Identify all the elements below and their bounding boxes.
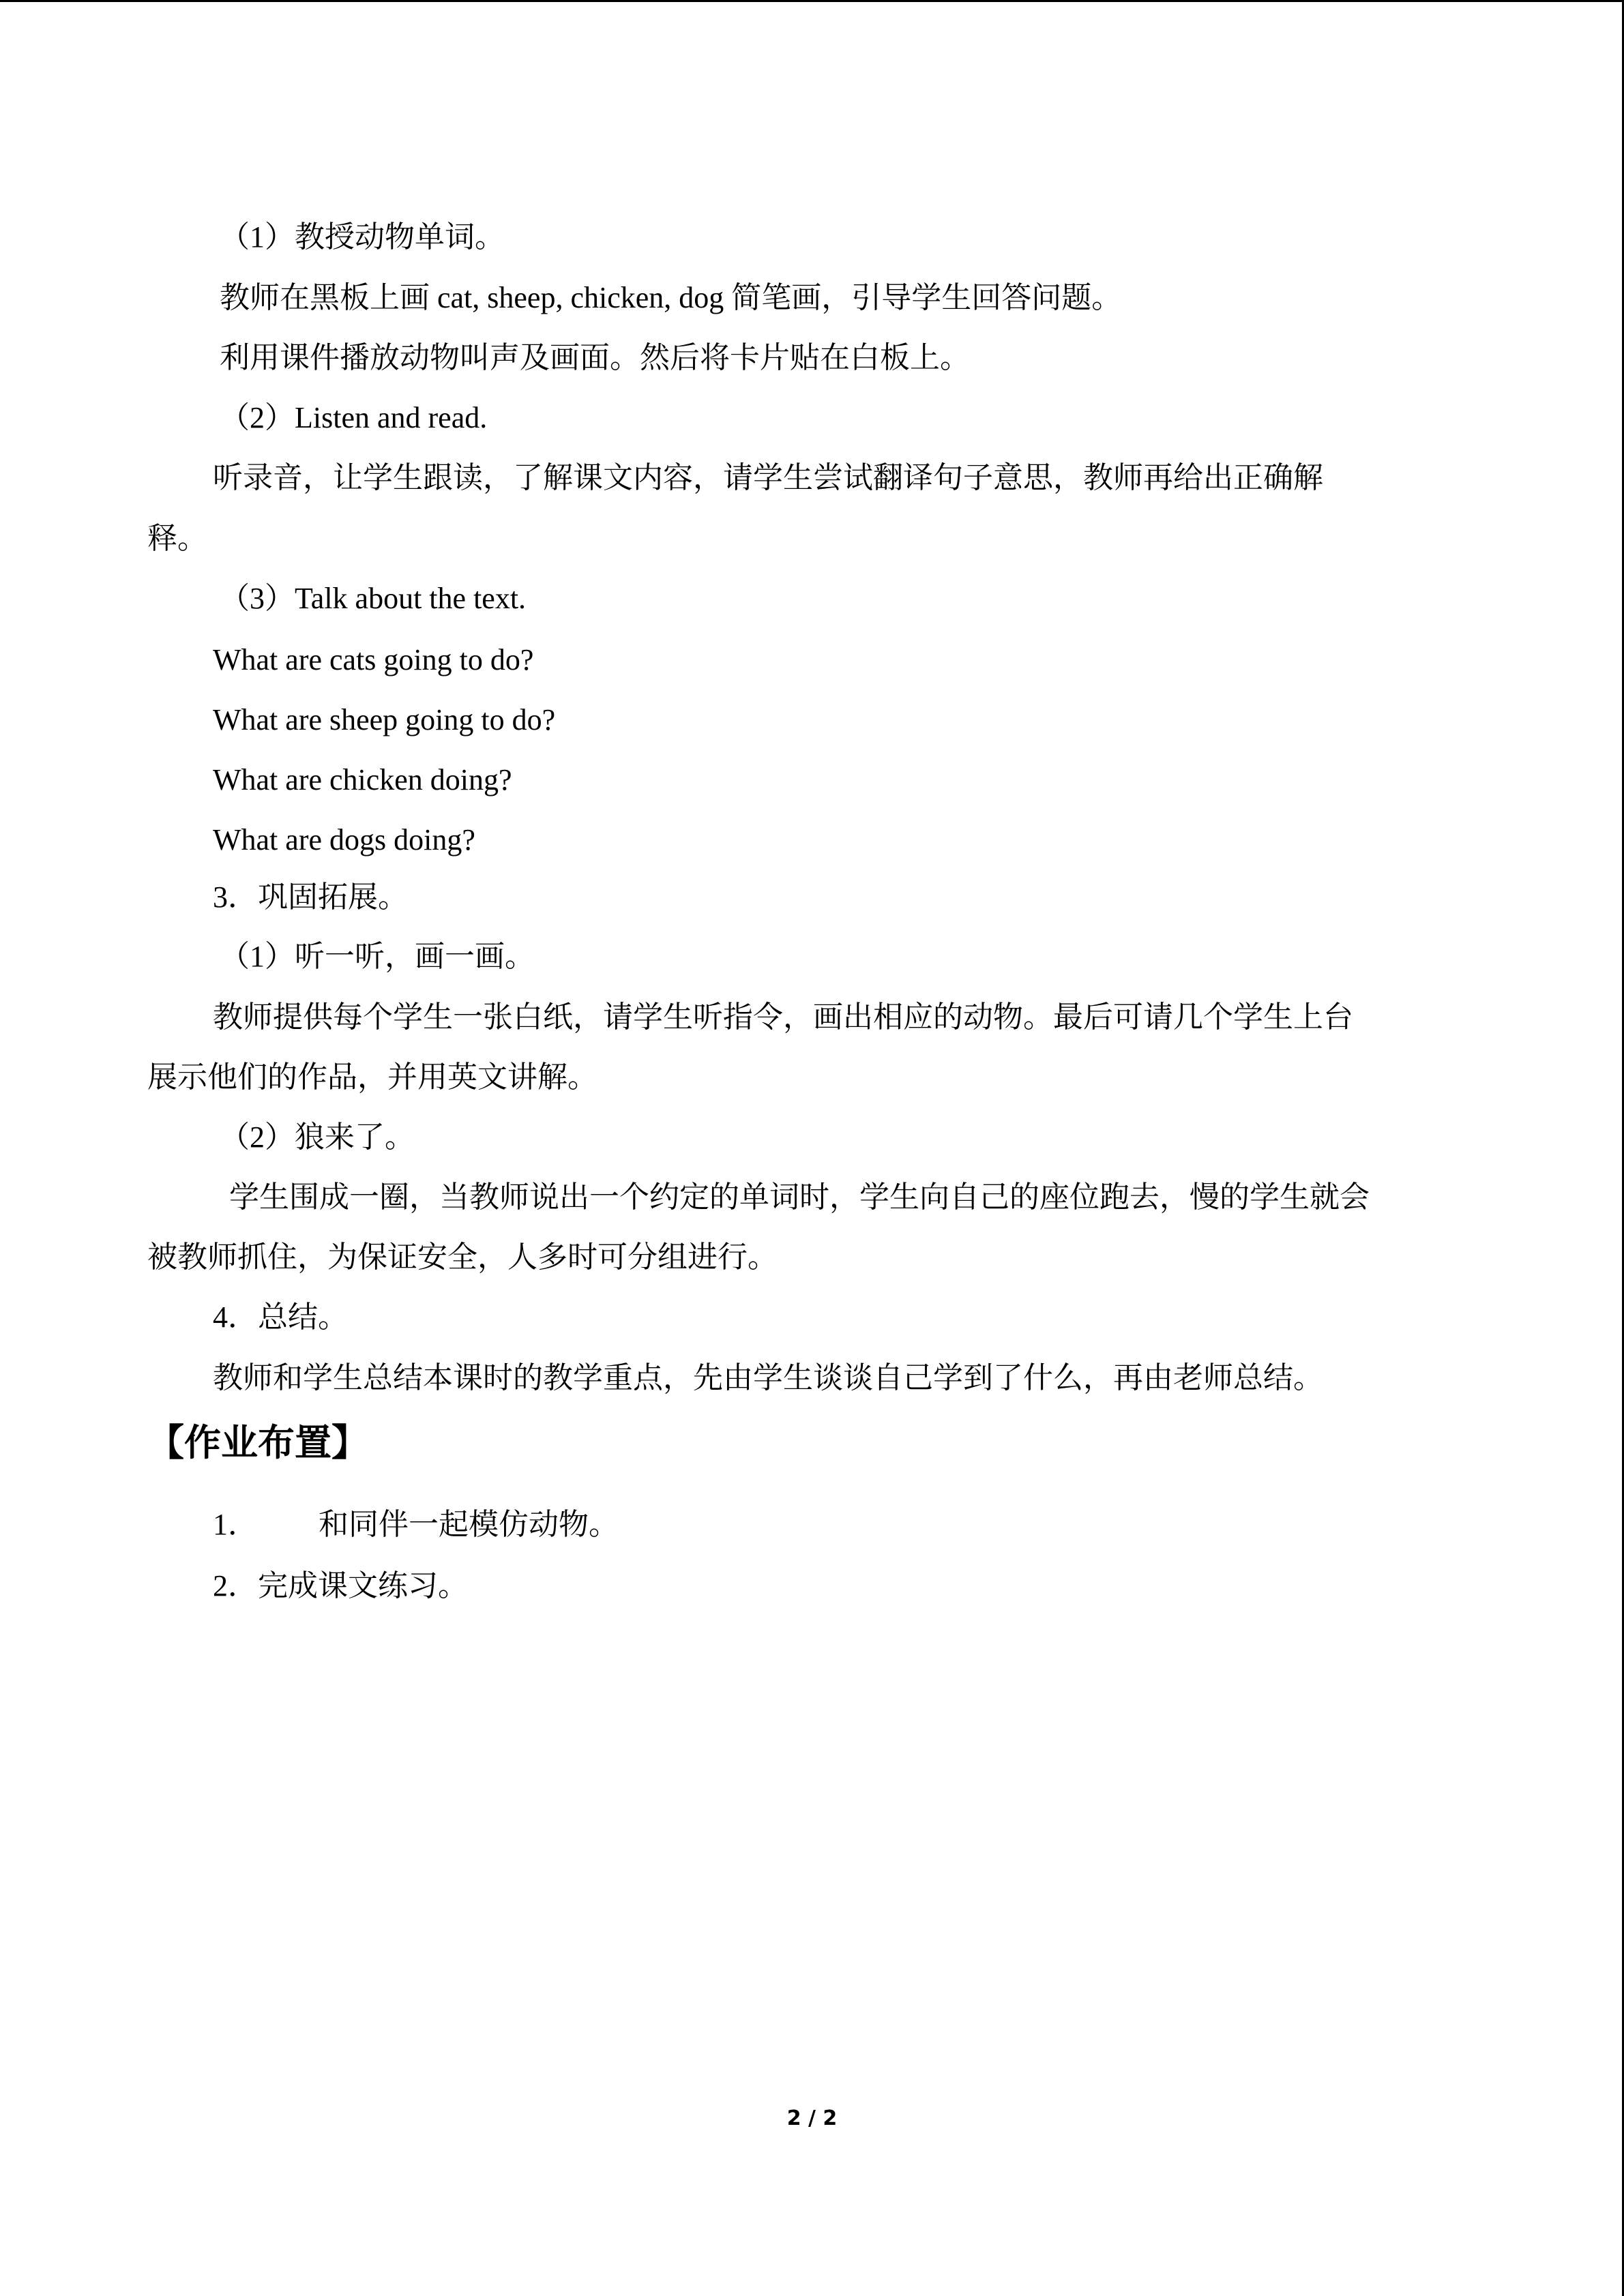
subsection-title: （2）狼来了。 [220, 1120, 415, 1154]
homework-heading: 【作业布置】 [147, 1421, 368, 1464]
paragraph-line: 学生围成一圈，当教师说出一个约定的单词时，学生向自己的座位跑去，慢的学生就会 [229, 1180, 1370, 1214]
section-3-title: （3）Talk about the text. [220, 582, 527, 615]
question-line: What are dogs doing? [213, 823, 475, 856]
question-line: What are sheep going to do? [213, 703, 556, 736]
homework-item-text: 和同伴一起模仿动物。 [319, 1508, 619, 1541]
paragraph-line: 教师在黑板上画 cat, sheep, chicken, dog 简笔画，引导学生回答问题。 [220, 281, 1122, 314]
homework-item-number: 1． [213, 1508, 258, 1541]
question-line: What are chicken doing? [213, 763, 512, 796]
paragraph-line: 听录音，让学生跟读，了解课文内容，请学生尝试翻译句子意思，教师再给出正确解 [213, 461, 1323, 494]
section-1-title: （1）教授动物单词。 [220, 220, 505, 254]
subsection-title: （1）听一听，画一画。 [220, 940, 535, 973]
homework-item-2: 2．完成课文练习。 [213, 1569, 468, 1602]
paragraph-line: 利用课件播放动物叫声及画面。然后将卡片贴在白板上。 [220, 341, 970, 374]
section-2-title: （2）Listen and read. [220, 401, 488, 434]
homework-item-1 [213, 1504, 619, 1545]
paragraph-line: 被教师抓住，为保证安全，人多时可分组进行。 [147, 1240, 778, 1274]
paragraph-line: 释。 [147, 522, 207, 555]
question-line: What are cats going to do? [213, 643, 534, 676]
paragraph-line: 教师提供每个学生一张白纸，请学生听指令，画出相应的动物。最后可请几个学生上台 [213, 1000, 1353, 1034]
paragraph-line: 展示他们的作品，并用英文讲解。 [147, 1060, 597, 1094]
page-number: 2 / 2 [786, 2106, 838, 2130]
step-4-title: 4．总结。 [213, 1300, 348, 1334]
step-3-title: 3．巩固拓展。 [213, 880, 408, 914]
paragraph-line: 教师和学生总结本课时的教学重点，先由学生谈谈自己学到了什么，再由老师总结。 [213, 1361, 1323, 1395]
